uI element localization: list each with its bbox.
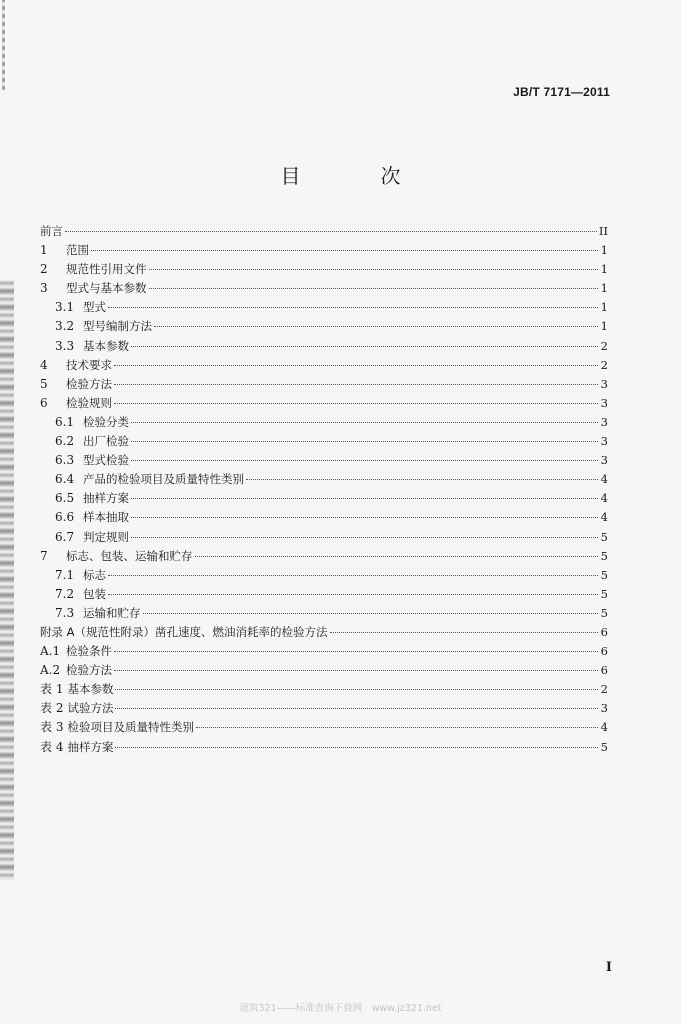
toc-entry-number: A.2 — [40, 663, 61, 678]
toc-entry-label: 基本参数 — [83, 338, 129, 353]
toc-entry[interactable] — [40, 298, 608, 317]
toc-entry-label: 标志 — [83, 567, 106, 582]
toc-entry-number: 7.1 — [55, 567, 75, 582]
toc-entry-label: 检验分类 — [83, 414, 129, 429]
toc-entry-label: 型式 — [83, 300, 106, 315]
toc-entry[interactable] — [40, 222, 608, 241]
toc-entry-page: 3 — [600, 701, 608, 716]
toc-entry[interactable] — [40, 337, 608, 356]
toc-entry[interactable] — [40, 508, 608, 527]
toc-leader-dots — [154, 325, 598, 327]
toc-entry-label: 检验规则 — [66, 395, 112, 410]
toc-leader-dots — [131, 497, 598, 499]
toc-entry[interactable] — [40, 394, 608, 413]
toc-entry[interactable] — [40, 375, 608, 394]
toc-entry-label: 抽样方案 — [67, 739, 114, 754]
toc-entry-page: 5 — [600, 567, 608, 582]
toc-entry-page: 1 — [600, 262, 608, 277]
toc-entry-label: 样本抽取 — [83, 510, 129, 525]
table-of-contents — [40, 222, 608, 757]
toc-leader-dots — [143, 612, 599, 614]
toc-entry[interactable] — [40, 566, 608, 585]
toc-entry-page: 5 — [600, 739, 608, 754]
toc-entry-number: 7.2 — [55, 586, 75, 601]
toc-entry-page: 3 — [600, 434, 608, 449]
toc-entry-label: 检验方法 — [66, 663, 112, 678]
toc-entry-page: 3 — [600, 414, 608, 429]
toc-entry[interactable] — [40, 413, 608, 432]
toc-leader-dots — [115, 707, 598, 709]
toc-entry-page: 1 — [600, 300, 608, 315]
toc-entry-label: 包装 — [83, 586, 106, 601]
toc-entry-label: 型式与基本参数 — [66, 281, 147, 296]
toc-leader-dots — [114, 669, 598, 671]
toc-entry-number: 表 1 — [40, 682, 64, 697]
toc-entry-page: 4 — [600, 510, 608, 525]
toc-entry-number: 2 — [40, 262, 48, 277]
toc-entry-number: 表 2 — [40, 701, 64, 716]
toc-entry-label: 检验条件 — [66, 644, 112, 659]
toc-entry-number: 4 — [40, 357, 48, 372]
toc-entry-number: 3.2 — [55, 319, 75, 334]
toc-leader-dots — [131, 440, 598, 442]
toc-entry-page: 5 — [600, 605, 608, 620]
toc-entry-number: A.1 — [40, 644, 61, 659]
toc-entry[interactable] — [40, 356, 608, 375]
toc-entry-number: 5 — [40, 376, 48, 391]
toc-entry-label: 型号编制方法 — [83, 319, 152, 334]
toc-entry-number: 7 — [40, 548, 48, 563]
toc-entry-number: 6 — [40, 395, 48, 410]
toc-entry[interactable] — [40, 451, 608, 470]
toc-entry-page: 1 — [600, 319, 608, 334]
toc-entry-page: II — [598, 224, 608, 238]
toc-entry-label: 出厂检验 — [83, 434, 129, 449]
toc-entry-page: 6 — [600, 644, 608, 659]
toc-entry-page: 2 — [600, 357, 608, 372]
toc-entry[interactable] — [40, 489, 608, 508]
toc-entry-label: 规范性引用文件 — [66, 262, 147, 277]
toc-entry-page: 3 — [600, 453, 608, 468]
toc-entry-page: 6 — [600, 663, 608, 678]
toc-entry[interactable] — [40, 528, 608, 547]
document-code: JB/T 7171—2011 — [513, 85, 610, 99]
toc-leader-dots — [149, 287, 599, 289]
toc-entry-label: 型式检验 — [83, 453, 129, 468]
toc-leader-dots — [108, 593, 598, 595]
toc-leader-dots — [114, 650, 598, 652]
toc-entry-label: 范围 — [66, 243, 89, 258]
toc-leader-dots — [108, 306, 598, 308]
toc-leader-dots — [131, 536, 598, 538]
toc-entry-page: 3 — [600, 395, 608, 410]
footer-watermark: 建筑321——标准查询下载网 www.jz321.net — [239, 1003, 442, 1014]
toc-entry[interactable] — [40, 604, 608, 623]
toc-entry-page: 6 — [600, 624, 608, 639]
toc-entry-number: 表 4 — [40, 739, 64, 754]
toc-leader-dots — [114, 364, 598, 366]
toc-entry-label: 检验方法 — [66, 376, 112, 391]
toc-entry-page: 3 — [600, 376, 608, 391]
toc-entry-page: 2 — [600, 338, 608, 353]
toc-entry-number: 3.1 — [55, 300, 75, 315]
toc-entry[interactable] — [40, 661, 608, 680]
toc-entry-number: 7.3 — [55, 605, 75, 620]
toc-entry-label: 产品的检验项目及质量特性类别 — [83, 472, 244, 487]
toc-entry[interactable] — [40, 623, 608, 642]
toc-entry-label: 基本参数 — [67, 682, 114, 697]
scan-edge-top — [2, 0, 5, 90]
toc-entry-label: 抽样方案 — [83, 491, 129, 506]
toc-leader-dots — [330, 631, 598, 633]
toc-entry-page: 4 — [600, 720, 608, 735]
toc-entry[interactable] — [40, 432, 608, 451]
toc-entry-page: 1 — [600, 243, 608, 258]
toc-leader-dots — [131, 516, 598, 518]
toc-leader-dots — [114, 402, 598, 404]
toc-entry-number: 表 3 — [40, 720, 64, 735]
toc-entry-number: 1 — [40, 243, 48, 258]
toc-leader-dots — [246, 478, 598, 480]
toc-entry[interactable] — [40, 718, 608, 737]
toc-entry-number: 3.3 — [55, 338, 75, 353]
toc-entry-label: 标志、包装、运输和贮存 — [66, 548, 193, 563]
toc-entry-label: 判定规则 — [83, 529, 129, 544]
toc-entry[interactable] — [40, 680, 608, 699]
toc-leader-dots — [108, 574, 598, 576]
toc-entry-number: 6.5 — [55, 491, 75, 506]
toc-entry[interactable] — [40, 279, 608, 298]
toc-entry[interactable] — [40, 738, 608, 757]
toc-entry-number: 6.4 — [55, 472, 75, 487]
toc-entry-number: 6.3 — [55, 453, 75, 468]
toc-entry-page: 5 — [600, 529, 608, 544]
toc-entry-number: 6.7 — [55, 529, 75, 544]
toc-entry-number: 6.6 — [55, 510, 75, 525]
toc-entry-label: 附录 A（规范性附录）凿孔速度、燃油消耗率的检验方法 — [40, 624, 328, 639]
toc-leader-dots — [131, 421, 598, 423]
toc-entry-number: 3 — [40, 281, 48, 296]
toc-entry-label: 检验项目及质量特性类别 — [67, 720, 194, 735]
toc-leader-dots — [114, 383, 598, 385]
toc-entry[interactable] — [40, 642, 608, 661]
toc-entry-label: 技术要求 — [66, 357, 112, 372]
toc-entry[interactable] — [40, 241, 608, 260]
toc-leader-dots — [91, 249, 598, 251]
toc-entry-label: 试验方法 — [67, 701, 114, 716]
scan-edge-left — [0, 280, 14, 880]
toc-entry-label: 运输和贮存 — [83, 605, 141, 620]
toc-entry-page: 5 — [600, 586, 608, 601]
toc-entry[interactable] — [40, 547, 608, 566]
toc-leader-dots — [195, 555, 599, 557]
toc-leader-dots — [131, 345, 598, 347]
toc-entry[interactable] — [40, 585, 608, 604]
toc-leader-dots — [131, 459, 598, 461]
toc-entry-page: 4 — [600, 491, 608, 506]
toc-entry[interactable] — [40, 317, 608, 336]
toc-leader-dots — [149, 268, 599, 270]
toc-entry-label: 前言 — [40, 224, 63, 238]
toc-title: 目 次 — [280, 164, 431, 188]
toc-entry-number: 6.1 — [55, 414, 75, 429]
page-number: I — [605, 960, 612, 975]
toc-entry-page: 5 — [600, 548, 608, 563]
toc-entry[interactable] — [40, 470, 608, 489]
toc-leader-dots — [196, 726, 598, 728]
toc-entry[interactable] — [40, 699, 608, 718]
toc-leader-dots — [65, 230, 597, 232]
toc-entry[interactable] — [40, 260, 608, 279]
toc-leader-dots — [115, 746, 598, 748]
toc-entry-page: 1 — [600, 281, 608, 296]
toc-leader-dots — [115, 688, 598, 690]
toc-entry-page: 4 — [600, 472, 608, 487]
toc-entry-page: 2 — [600, 682, 608, 697]
toc-entry-number: 6.2 — [55, 434, 75, 449]
